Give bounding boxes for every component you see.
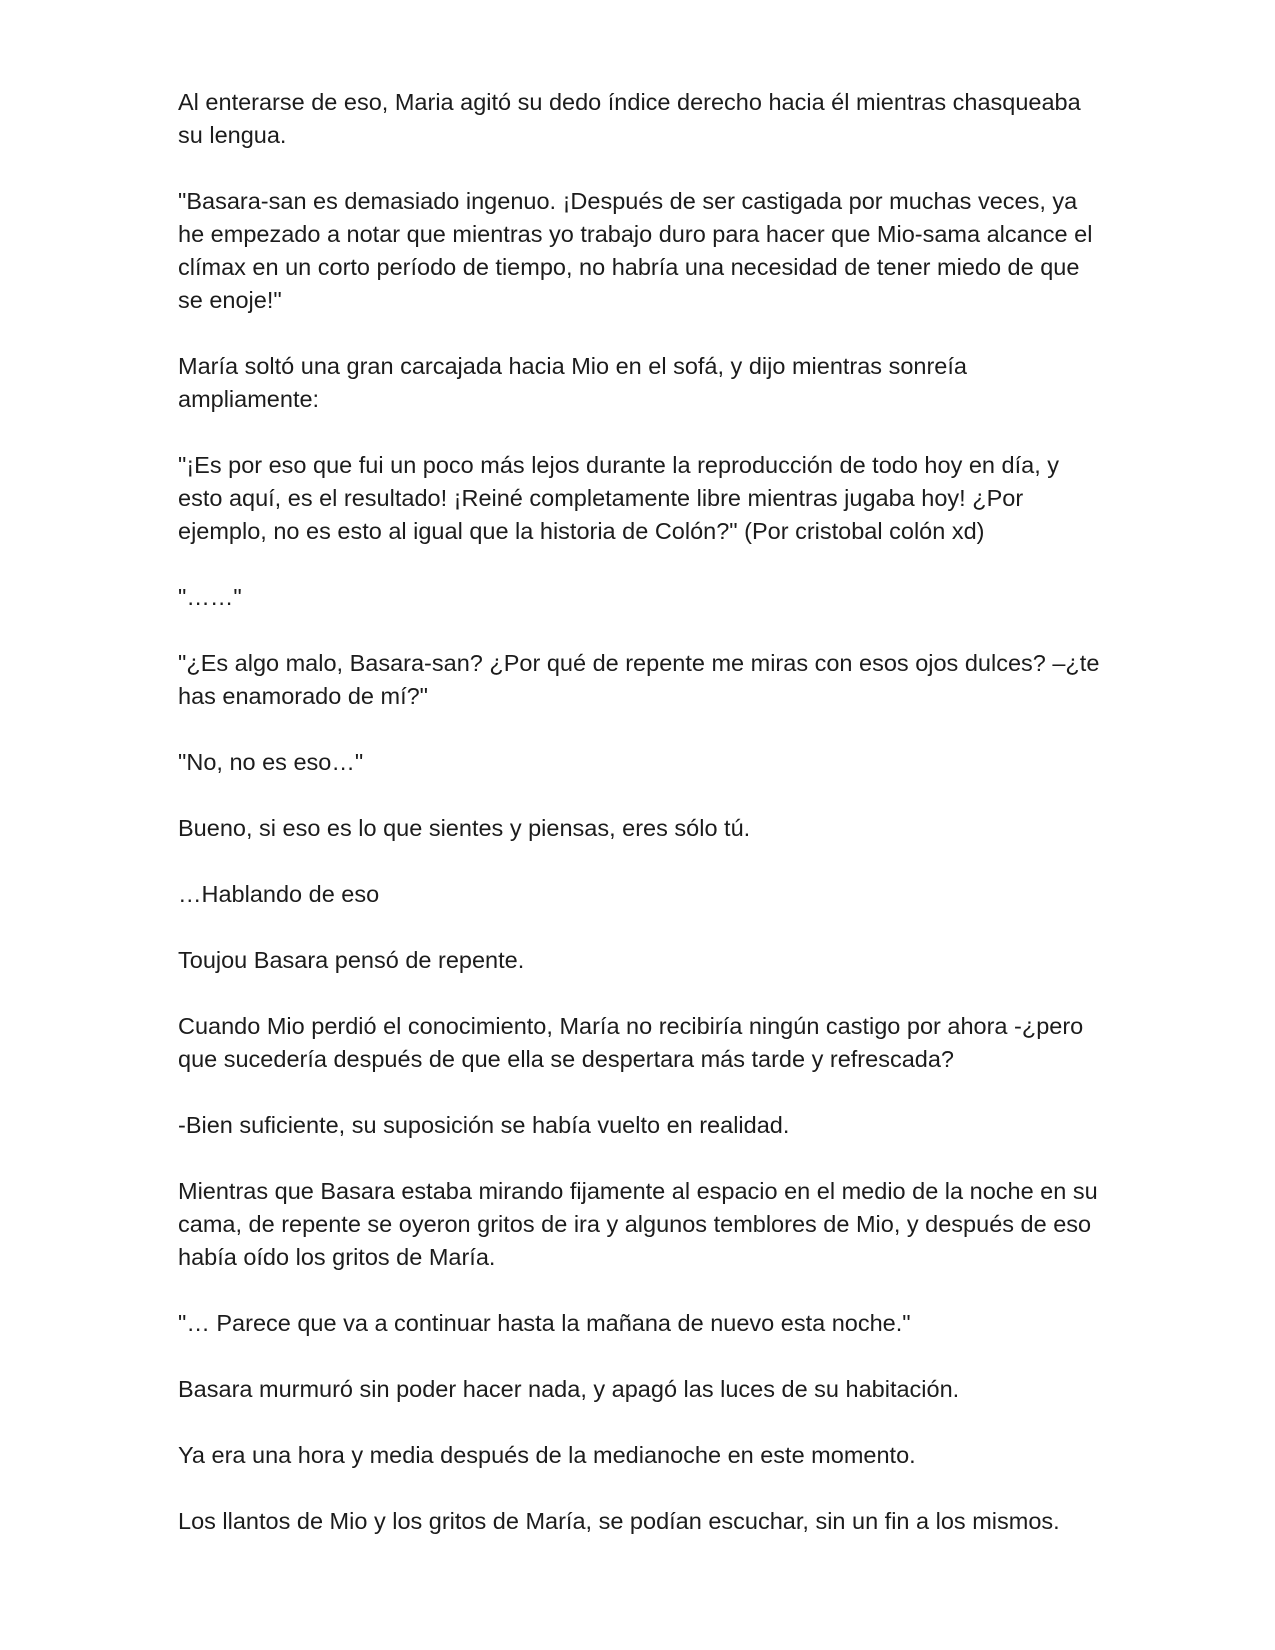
paragraph: -Bien suficiente, su suposición se había vuelto en realidad.	[178, 1112, 790, 1138]
paragraph: "Basara-san es demasiado ingenuo. ¡Después de ser castigada por muchas veces, ya he empezado a notar que mientras yo trabajo duro para hacer que Mio-sama alcance el clímax en un corto período de tiempo, no habría una necesidad de tener miedo de que se enoje!"	[178, 188, 1093, 313]
paragraph: Al enterarse de eso, Maria agitó su dedo índice derecho hacia él mientras chasqueaba su lengua.	[178, 89, 1081, 148]
paragraph: Los llantos de Mio y los gritos de María, se podían escuchar, sin un fin a los mismos.	[178, 1508, 1060, 1534]
paragraph: "¡Es por eso que fui un poco más lejos durante la reproducción de todo hoy en día, y esto aquí, es el resultado! ¡Reiné completamente libre mientras jugaba hoy! ¿Por ejemplo, no es esto al igual que la historia de Colón?" (Por cristobal colón xd)	[178, 452, 1059, 544]
paragraph: …Hablando de eso	[178, 881, 380, 907]
paragraph: Toujou Basara pensó de repente.	[178, 947, 525, 973]
document-body	[178, 86, 1108, 1571]
paragraph: Bueno, si eso es lo que sientes y piensas, eres sólo tú.	[178, 815, 751, 841]
paragraph: "No, no es eso…"	[178, 749, 364, 775]
paragraph: Basara murmuró sin poder hacer nada, y apagó las luces de su habitación.	[178, 1376, 960, 1402]
paragraph: Ya era una hora y media después de la medianoche en este momento.	[178, 1442, 916, 1468]
paragraph: "¿Es algo malo, Basara-san? ¿Por qué de repente me miras con esos ojos dulces? –¿te has enamorado de mí?"	[178, 650, 1100, 709]
paragraph: "… Parece que va a continuar hasta la mañana de nuevo esta noche."	[178, 1310, 911, 1336]
paragraph: Mientras que Basara estaba mirando fijamente al espacio en el medio de la noche en su cama, de repente se oyeron gritos de ira y algunos temblores de Mio, y después de eso había oído los gritos de María.	[178, 1178, 1098, 1270]
paragraph: Cuando Mio perdió el conocimiento, María no recibiría ningún castigo por ahora -¿pero que sucedería después de que ella se despertara más tarde y refrescada?	[178, 1013, 1084, 1072]
paragraph: "……"	[178, 584, 242, 610]
paragraph: María soltó una gran carcajada hacia Mio en el sofá, y dijo mientras sonreía ampliamente:	[178, 353, 967, 412]
